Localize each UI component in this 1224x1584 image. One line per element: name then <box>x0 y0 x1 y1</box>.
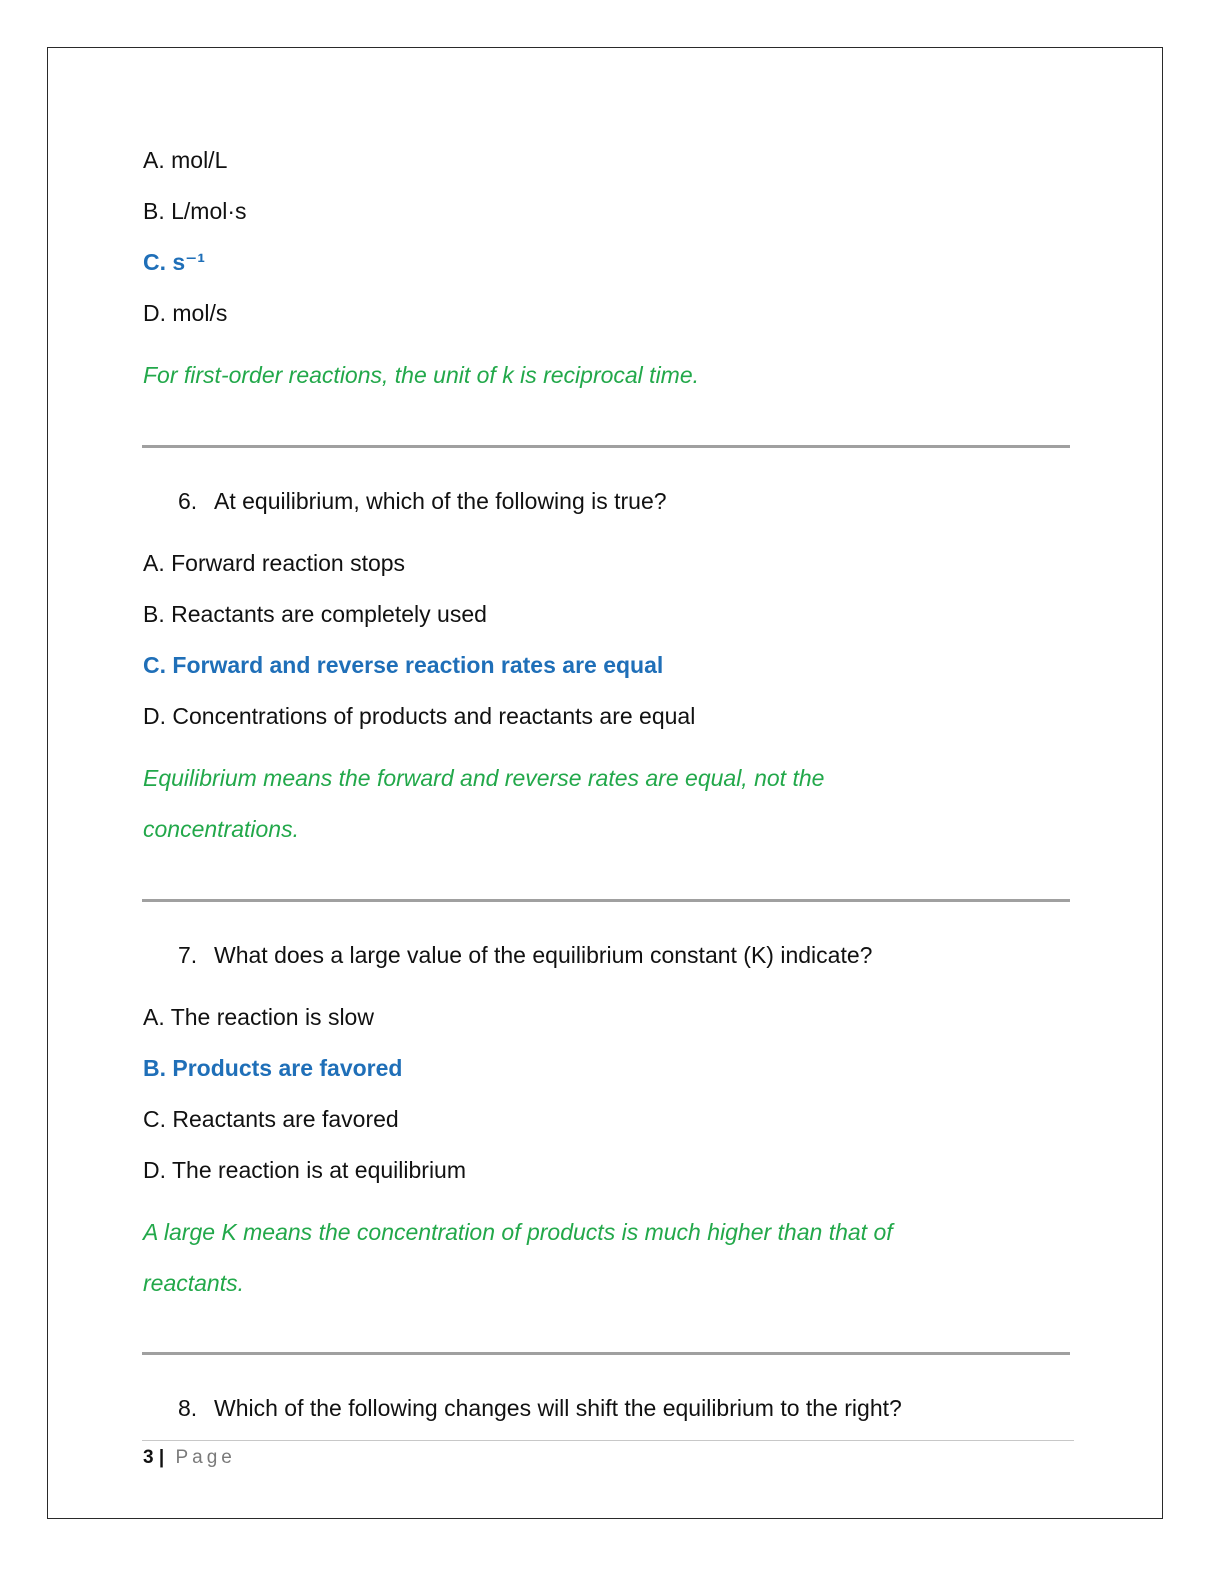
q8-question <box>178 1394 902 1422</box>
footer-separator: | <box>158 1447 165 1468</box>
section-divider <box>142 1352 1070 1355</box>
q6-explanation-line2: concentrations. <box>143 816 299 842</box>
q5-option-c-correct: C. s⁻¹ <box>143 249 205 275</box>
q7-question <box>178 941 872 969</box>
q7-number: 7. <box>178 942 198 968</box>
section-divider <box>142 445 1070 448</box>
footer-rule <box>142 1440 1074 1441</box>
page-label: Page <box>175 1447 236 1468</box>
q8-question-text: Which of the following changes will shift the equilibrium to the right? <box>214 1395 902 1421</box>
q6-question <box>178 487 667 515</box>
page-footer <box>143 1446 236 1470</box>
section-divider <box>142 899 1070 902</box>
q5-option-a: A. mol/L <box>143 147 228 173</box>
q7-option-c: C. Reactants are favored <box>143 1106 399 1132</box>
q7-explanation-line2: reactants. <box>143 1270 244 1296</box>
q7-option-d: D. The reaction is at equilibrium <box>143 1157 466 1183</box>
q6-question-text: At equilibrium, which of the following is true? <box>214 488 667 514</box>
q6-option-b: B. Reactants are completely used <box>143 601 487 627</box>
q6-explanation-line1: Equilibrium means the forward and reverse rates are equal, not the <box>143 765 825 791</box>
q5-option-d: D. mol/s <box>143 300 228 326</box>
q6-option-c-correct: C. Forward and reverse reaction rates are equal <box>143 652 664 678</box>
q6-number: 6. <box>178 488 198 514</box>
q7-option-b-correct: B. Products are favored <box>143 1055 403 1081</box>
q7-explanation-line1: A large K means the concentration of products is much higher than that of <box>143 1219 893 1245</box>
q6-option-d: D. Concentrations of products and reactants are equal <box>143 703 696 729</box>
q5-explanation: For first-order reactions, the unit of k is reciprocal time. <box>143 362 700 388</box>
q8-number: 8. <box>178 1395 198 1421</box>
q6-option-a: A. Forward reaction stops <box>143 550 406 576</box>
q7-question-text: What does a large value of the equilibrium constant (K) indicate? <box>214 942 873 968</box>
q7-option-a: A. The reaction is slow <box>143 1004 374 1030</box>
q5-option-b: B. L/mol·s <box>143 198 247 224</box>
page-number: 3 <box>143 1447 154 1468</box>
